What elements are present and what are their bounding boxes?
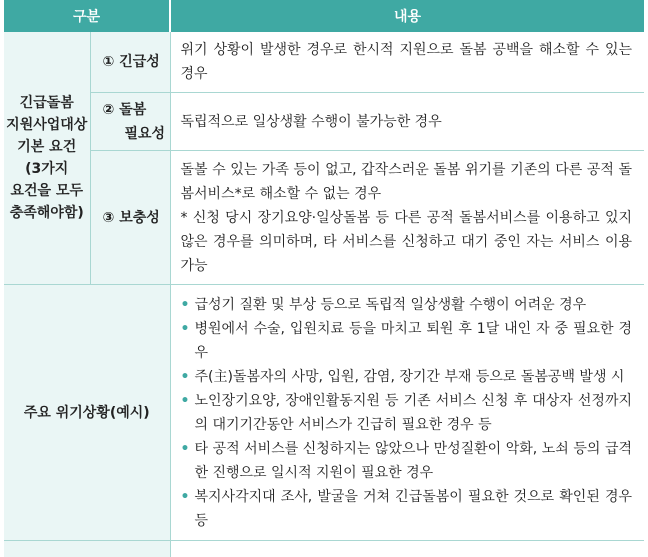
tail-cell-content — [170, 541, 644, 557]
bullet-icon: • — [180, 368, 190, 385]
table-tail-row — [4, 541, 644, 557]
text-supplementarity — [170, 151, 644, 285]
text-urgency: 위기 상황이 발생한 경우로 한시적 지원으로 돌봄 공백을 해소할 수 있는 경우 — [170, 32, 644, 93]
bullet-icon: • — [180, 488, 190, 505]
crisis-content — [170, 285, 644, 541]
list-item: • 병원에서 수술, 입원치료 등을 마치고 퇴원 후 1달 내인 자 중 필요한 경우 — [181, 317, 633, 365]
bullet-icon: • — [180, 320, 190, 337]
supplementarity-note: * 신청 당시 장기요양·일상돌봄 등 다른 공적 돌봄서비스를 이용하고 있지 않은 경우를 의미하며, 타 서비스를 신청하고 대기 중인 자는 서비스 이용 가능 — [180, 209, 632, 274]
list-item: • 노인장기요양, 장애인활동지원 등 기존 서비스 신청 후 대상자 선정까지의 대기기간동안 서비스가 긴급히 필요한 경우 등 — [181, 389, 633, 437]
bullet-icon: • — [180, 392, 190, 409]
eligibility-table — [4, 0, 644, 557]
requirement-row-urgency — [4, 32, 644, 93]
header-content: 내용 — [170, 0, 644, 32]
crisis-label: 주요 위기상황(예시) — [4, 285, 170, 541]
requirement-row-necessity — [4, 93, 644, 151]
requirements-group-label: 긴급돌봄 지원사업대상 기본 요건 (3가지 요건을 모두 충족해야함) — [4, 32, 90, 285]
crisis-list — [181, 293, 633, 533]
header-category: 구분 — [4, 0, 170, 32]
bullet-icon: • — [180, 296, 190, 313]
requirement-row-supplementarity — [4, 151, 644, 285]
header-row — [4, 0, 644, 32]
bullet-icon: • — [180, 440, 190, 457]
list-item: • 타 공적 서비스를 신청하지는 않았으나 만성질환이 악화, 노쇠 등의 급격한 진행으로 일시적 지원이 필요한 경우 — [181, 437, 633, 485]
crisis-row — [4, 285, 644, 541]
label-supplementarity: ③ 보충성 — [90, 151, 170, 285]
list-item: • 주(主)돌봄자의 사망, 입원, 감염, 장기간 부재 등으로 돌봄공백 발생 시 — [181, 365, 633, 389]
supplementarity-text: 돌볼 수 있는 가족 등이 없고, 갑작스러운 돌봄 위기를 기존의 다른 공적 돌봄서비스*로 해소할 수 없는 경우 — [180, 161, 632, 202]
label-urgency: ① 긴급성 — [90, 32, 170, 93]
text-necessity: 독립적으로 일상생활 수행이 불가능한 경우 — [170, 93, 644, 151]
tail-cell-category — [4, 541, 170, 557]
list-item: • 급성기 질환 및 부상 등으로 독립적 일상생활 수행이 어려운 경우 — [181, 293, 633, 317]
list-item: • 복지사각지대 조사, 발굴을 거쳐 긴급돌봄이 필요한 것으로 확인된 경우 등 — [181, 485, 633, 533]
label-necessity: ② 돌봄 필요성 — [90, 93, 170, 151]
